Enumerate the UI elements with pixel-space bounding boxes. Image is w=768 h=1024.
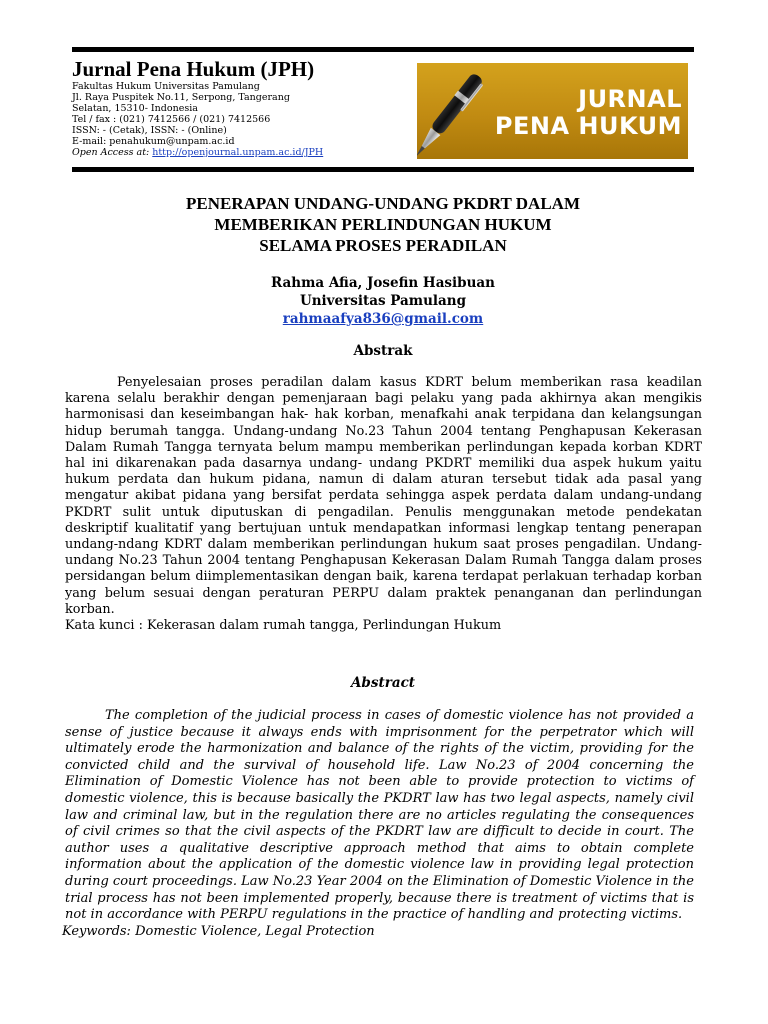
phone-line: Tel / fax : (021) 7412566 / (021) 7412566 [72, 114, 271, 125]
faculty-line: Fakultas Hukum Universitas Pamulang [72, 81, 260, 92]
abstrak-body: Penyelesaian proses peradilan dalam kasus KDRT belum memberikan rasa keadilan karena selalu berakhir dengan pemenjaraan bagi pelaku yang pada akhirnya akan mengikis harmonisasi dan keseimbangan hak- hak korban, menafkahi anak terpidana dan kelangsungan hidup berumah tangga. Undang-undang No.23 Tahun 2004 tentang Penghapusan Kekerasan Dalam Rumah Tangga ternyata belum mampu memberikan perlindungan kepada korban KDRT hal ini dikarenakan pada dasarnya undang- undang PKDRT memiliki dua aspek hukum yaitu hukum perdata dan hukum pidana, namun di dalam aturan tersebut tidak ada pasal yang mengatur akibat pidana yang bersifat perdata sehingga aspek perdata dalam undang-undang PKDRT sulit untuk diputuskan di pengadilan. Penulis menggunakan metode pendekatan deskriptif kualitatif yang bertujuan untuk mendapatkan informasi lengkap tentang penerapan undang-ndang KDRT dalam memberikan perlindungan hukum saat proses pengadilan. Undang-undang No.23 Tahun 2004 tentang Penghapusan Kekerasan Dalam Rumah Tangga dalam proses persidangan belum diimplementasikan dengan baik, karena terdapat perlakuan terhadap korban yang belum sesuai dengan peraturan PERPU dalam praktek penanganan dan perlindungan korban. [65, 375, 702, 617]
title-line: SELAMA PROSES PERADILAN [259, 236, 507, 255]
open-access-line [72, 147, 412, 158]
email-line: E-mail: penahukum@unpam.ac.id [72, 136, 235, 147]
author-names: Rahma Afia, Josefin Hasibuan [271, 275, 495, 291]
author-email-link[interactable]: rahmaafya836@gmail.com [282, 311, 484, 327]
title-line: MEMBERIKAN PERLINDUNGAN HUKUM [214, 215, 552, 234]
open-access-link[interactable]: http://openjournal.unpam.ac.id/JPH [152, 147, 324, 158]
abstract-keywords: Keywords: Domestic Violence, Legal Protection [62, 923, 375, 939]
abstrak-keywords: Kata kunci : Kekerasan dalam rumah tangga, Perlindungan Hukum [65, 618, 502, 634]
journal-title: Jurnal Pena Hukum (JPH) [72, 57, 315, 81]
abstrak-section [65, 375, 702, 634]
masthead [72, 57, 412, 158]
header-bottom-rule [72, 167, 694, 172]
city-line: Selatan, 15310- Indonesia [72, 103, 198, 114]
author-affiliation: Universitas Pamulang [299, 293, 467, 309]
logo-line-1: JURNAL [578, 85, 682, 113]
address-line: Jl. Raya Puspitek No.11, Serpong, Tangerang [72, 92, 290, 103]
open-access-label: Open Access at: [72, 147, 150, 158]
abstract-heading: Abstract [350, 675, 416, 691]
abstract-body: The completion of the judicial process in cases of domestic violence has not provided a sense of justice because it always ends with imprisonment for the perpetrator which will ultimately erode the harmonization and balance of the rights of the victim, providing for the convicted child and the survival of household life. Law No.23 of 2004 concerning the Elimination of Domestic Violence has not been able to provide protection to victims of domestic violence, this is because basically the PKDRT law has two legal aspects, namely civil law and criminal law, but in the regulation there are no articles regulating the consequences of civil crimes so that the civil aspects of the PKDRT law are difficult to decide in court. The author uses a qualitative descriptive approach method that aims to obtain complete information about the application of the domestic violence law in providing legal protection during court proceedings. Law No.23 Year 2004 on the Elimination of Domestic Violence in the trial process has not been implemented properly, because there is treatment of victims that is not in accordance with PERPU regulations in the practice of handling and protecting victims. [65, 708, 694, 923]
abstrak-heading: Abstrak [353, 343, 413, 359]
title-line: PENERAPAN UNDANG-UNDANG PKDRT DALAM [185, 194, 580, 213]
abstract-section [62, 708, 694, 940]
author-block [72, 274, 694, 328]
article-title [72, 193, 694, 256]
journal-logo [417, 63, 688, 159]
logo-line-2: PENA HUKUM [494, 112, 682, 140]
issn-line: ISSN: - (Cetak), ISSN: - (Online) [72, 125, 227, 136]
logo-wordmark [477, 86, 682, 140]
header-top-rule [72, 47, 694, 52]
